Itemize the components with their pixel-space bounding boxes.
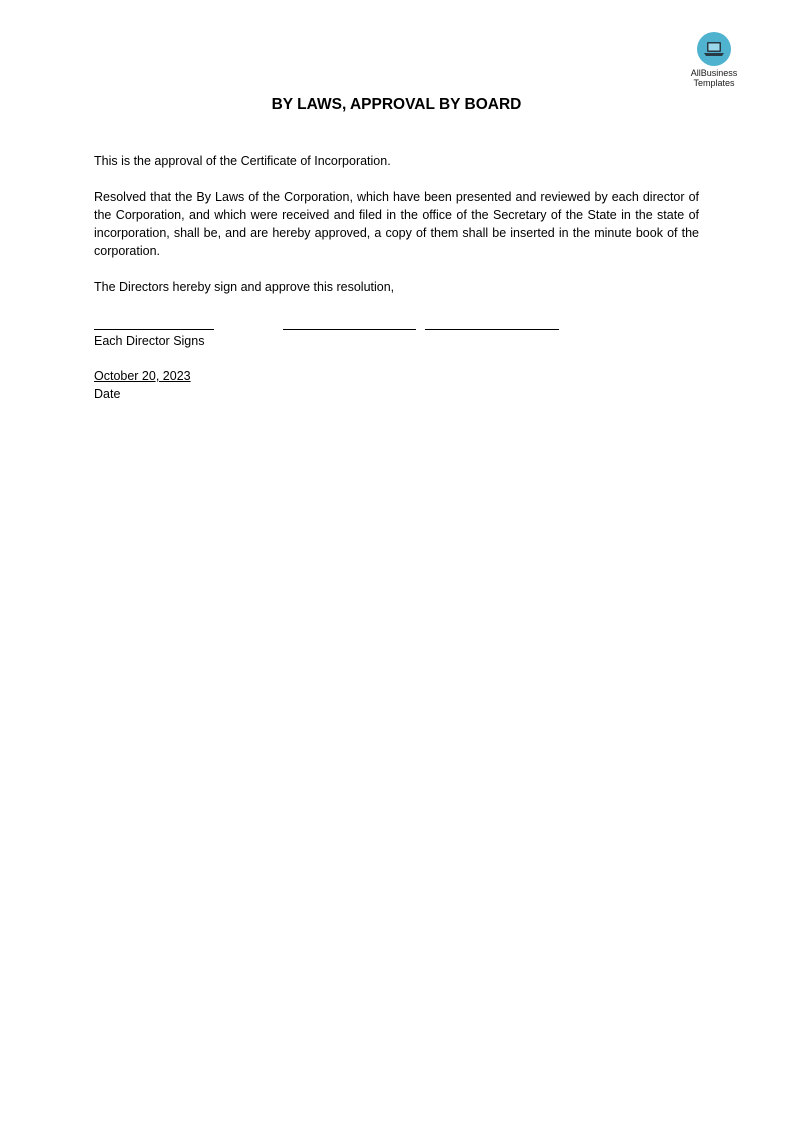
date-label: Date <box>94 387 121 401</box>
logo-text-line2: Templates <box>693 78 735 88</box>
date-value: October 20, 2023 <box>94 369 191 383</box>
allbusiness-logo <box>682 32 746 88</box>
signature-line-3 <box>425 329 559 330</box>
laptop-icon <box>697 32 731 66</box>
signature-line-1 <box>94 329 214 330</box>
resolution-paragraph: Resolved that the By Laws of the Corporation, which have been presented and reviewed by each director of the Corporation, and which were received and filed in the office of the Secretary of the State in the state of incorporation, shall be, and are hereby approved, a copy of them shall be inserted in the minute book of the corporation. <box>94 190 699 258</box>
directors-sign-paragraph: The Directors hereby sign and approve this resolution, <box>94 280 395 294</box>
document-title: BY LAWS, APPROVAL BY BOARD <box>271 96 522 113</box>
signature-line-2 <box>283 329 416 330</box>
logo-text-line1: AllBusiness <box>690 68 738 78</box>
signature-label: Each Director Signs <box>94 334 205 348</box>
approval-paragraph: This is the approval of the Certificate of Incorporation. <box>94 154 391 168</box>
